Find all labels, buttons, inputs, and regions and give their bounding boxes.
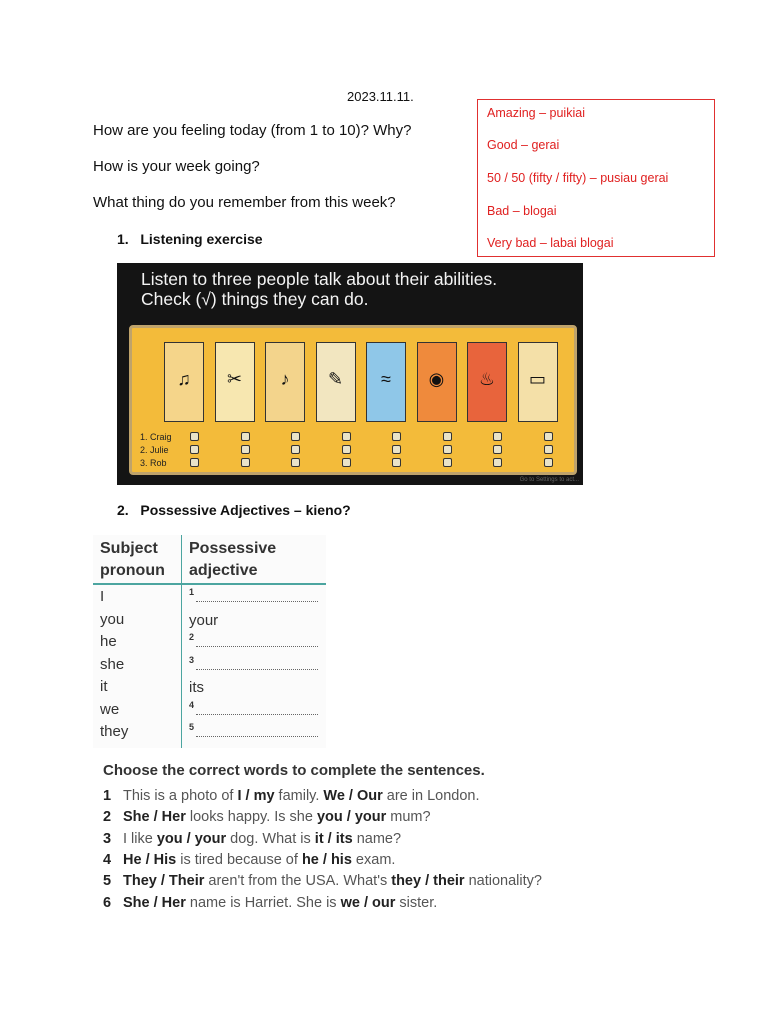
section-2-number: 2. [117, 502, 129, 518]
ability-checkbox[interactable] [544, 432, 553, 441]
ability-checkbox[interactable] [544, 445, 553, 454]
person-craig: 1. Craig [140, 432, 172, 442]
exercise-sentence [103, 809, 431, 825]
answer-blank-line[interactable] [196, 669, 318, 670]
sentence-text: dog. What is [226, 830, 315, 847]
sentence-number: 3 [103, 830, 112, 847]
sentence-text: sister. [395, 894, 438, 911]
ability-checkbox[interactable] [291, 432, 300, 441]
exercise-sentence [103, 852, 395, 868]
ability-checkbox[interactable] [493, 458, 502, 467]
ability-picture [164, 342, 204, 422]
scale-item-good: Good – gerai [487, 138, 560, 152]
header-subject-line2: pronoun [100, 562, 165, 579]
answer-blank-line[interactable] [196, 736, 318, 737]
pronoun-cell: it [100, 678, 108, 695]
ability-picture [467, 342, 507, 422]
header-possessive-line2: adjective [189, 562, 258, 579]
sentence-text: name? [352, 830, 402, 847]
pronoun-cell: you [100, 610, 125, 628]
sentence-text: family. [274, 788, 324, 804]
question-feeling: How are you feeling today (from 1 to 10)? Why? [93, 122, 412, 139]
ability-checkbox[interactable] [392, 445, 401, 454]
sentence-text: looks happy. Is she [185, 809, 317, 826]
piano-icon: ♫ [177, 369, 191, 389]
word-choice[interactable]: We / Our [323, 788, 383, 804]
word-choice[interactable]: they / their [391, 873, 465, 890]
adjective-cell: your [189, 611, 219, 629]
ability-checkbox[interactable] [291, 458, 300, 467]
ability-checkbox[interactable] [241, 445, 250, 454]
scale-item-fifty: 50 / 50 (fifty / fifty) – pusiau gerai [487, 171, 669, 185]
word-choice[interactable]: you / your [316, 809, 387, 826]
swimming-icon: ≈ [381, 369, 391, 389]
ability-checkbox[interactable] [291, 445, 300, 454]
blank-number: 5 [189, 722, 195, 732]
ability-checkbox[interactable] [443, 445, 452, 454]
ability-checkbox[interactable] [392, 432, 401, 441]
listening-instructions-line2: Check (√) things they can do. [141, 289, 369, 309]
ability-checkbox[interactable] [342, 445, 351, 454]
exercise-sentence [103, 895, 437, 911]
blank-number: 1 [189, 587, 195, 597]
sentence-text: aren't from the USA. What's [204, 873, 392, 890]
ability-checkbox[interactable] [190, 445, 199, 454]
exercise-sentence [103, 831, 401, 847]
ability-checkbox[interactable] [392, 458, 401, 467]
ability-checkbox[interactable] [342, 432, 351, 441]
ability-picture [417, 342, 457, 422]
sentence-number: 2 [103, 809, 112, 826]
worksheet-date: 2023.11.11. [347, 89, 414, 104]
ability-checkbox[interactable] [443, 432, 452, 441]
listening-exercise-image [117, 263, 583, 485]
pronoun-cell: I [100, 588, 105, 605]
abilities-panel [129, 325, 577, 475]
ability-picture [215, 342, 255, 422]
ability-checkbox[interactable] [241, 458, 250, 467]
person-rob: 3. Rob [140, 458, 167, 468]
header-possessive-adjective [189, 538, 276, 582]
sentence-text: I like [123, 830, 157, 847]
scale-item-very-bad: Very bad – labai blogai [487, 236, 614, 250]
answer-blank-line[interactable] [196, 714, 318, 715]
question-week: How is your week going? [93, 158, 260, 175]
answer-blank-line[interactable] [196, 646, 318, 647]
header-subject-pronoun [100, 538, 165, 582]
blank-number: 3 [189, 654, 195, 665]
header-subject-line1: Subject [100, 540, 158, 557]
section-2-heading [117, 502, 351, 518]
sentence-text: are in London. [382, 788, 480, 804]
scale-item-bad: Bad – blogai [487, 204, 557, 218]
computer-icon: ▭ [528, 369, 546, 389]
person-julie: 2. Julie [140, 445, 169, 455]
sentence-number: 4 [103, 851, 112, 868]
painting-icon: ✎ [327, 369, 344, 389]
pronoun-cell: we [100, 700, 120, 718]
sentence-text: This is a photo of [123, 788, 238, 804]
exercise-sentence [103, 873, 542, 889]
header-possessive-line1: Possessive [189, 540, 277, 557]
pronoun-cell: they [100, 723, 129, 740]
ability-checkbox[interactable] [493, 445, 502, 454]
sentence-text: exam. [351, 851, 396, 868]
sentence-text: is tired because of [176, 851, 302, 868]
ability-picture [265, 342, 305, 422]
ability-picture [366, 342, 406, 422]
sentence-number: 6 [103, 894, 112, 911]
sentence-number: 1 [103, 788, 112, 804]
ability-checkbox[interactable] [241, 432, 250, 441]
blank-number: 4 [189, 699, 195, 710]
sentence-number: 5 [103, 873, 112, 890]
sewing-icon: ✂ [226, 369, 243, 389]
word-choice[interactable]: They / Their [123, 873, 205, 890]
blank-number: 2 [189, 632, 195, 642]
scale-item-amazing: Amazing – puikiai [487, 106, 585, 120]
listening-instructions-line1: Listen to three people talk about their abilities. [141, 269, 498, 289]
listening-instructions [141, 269, 497, 309]
exercise-sentence [103, 788, 480, 804]
ability-checkbox[interactable] [342, 458, 351, 467]
word-choice[interactable]: we / our [340, 894, 396, 911]
question-remember: What thing do you remember from this week? [93, 194, 396, 211]
answer-blank-line[interactable] [196, 601, 318, 602]
ability-checkbox[interactable] [190, 458, 199, 467]
sentence-text: name is Harriet. She is [185, 894, 341, 911]
word-choice[interactable]: She / Her [123, 894, 186, 911]
camera-icon: ◉ [428, 369, 445, 389]
word-choice[interactable]: She / Her [123, 809, 186, 826]
ability-checkbox[interactable] [544, 458, 553, 467]
activation-watermark: Go to Settings to act... [519, 477, 579, 483]
singing-icon: ♪ [280, 369, 290, 389]
exercise-title: Choose the correct words to complete the sentences. [103, 762, 485, 779]
cooking-icon: ♨ [478, 369, 496, 389]
column-divider [181, 535, 182, 748]
sentence-text: nationality? [464, 873, 542, 890]
ability-checkbox[interactable] [443, 458, 452, 467]
pronoun-cell: he [100, 633, 117, 650]
sentence-text: mum? [386, 809, 431, 826]
word-choice[interactable]: I / my [237, 788, 275, 804]
section-2-title: Possessive Adjectives – kieno? [140, 502, 351, 518]
word-choice[interactable]: you / your [156, 830, 227, 847]
ability-checkbox[interactable] [493, 432, 502, 441]
pronoun-cell: she [100, 655, 125, 673]
ability-checkbox[interactable] [190, 432, 199, 441]
section-1-number: 1. [117, 231, 129, 247]
header-divider [93, 583, 326, 585]
ability-picture [316, 342, 356, 422]
possessive-adjectives-table [93, 535, 326, 748]
adjective-cell: its [189, 679, 204, 696]
word-choice[interactable]: He / His [123, 851, 177, 868]
section-1-title: Listening exercise [140, 231, 263, 247]
feelings-scale-box [477, 99, 715, 257]
section-1-heading [117, 231, 263, 247]
word-choice[interactable]: he / his [301, 851, 352, 868]
ability-picture [518, 342, 558, 422]
word-choice[interactable]: it / its [314, 830, 353, 847]
